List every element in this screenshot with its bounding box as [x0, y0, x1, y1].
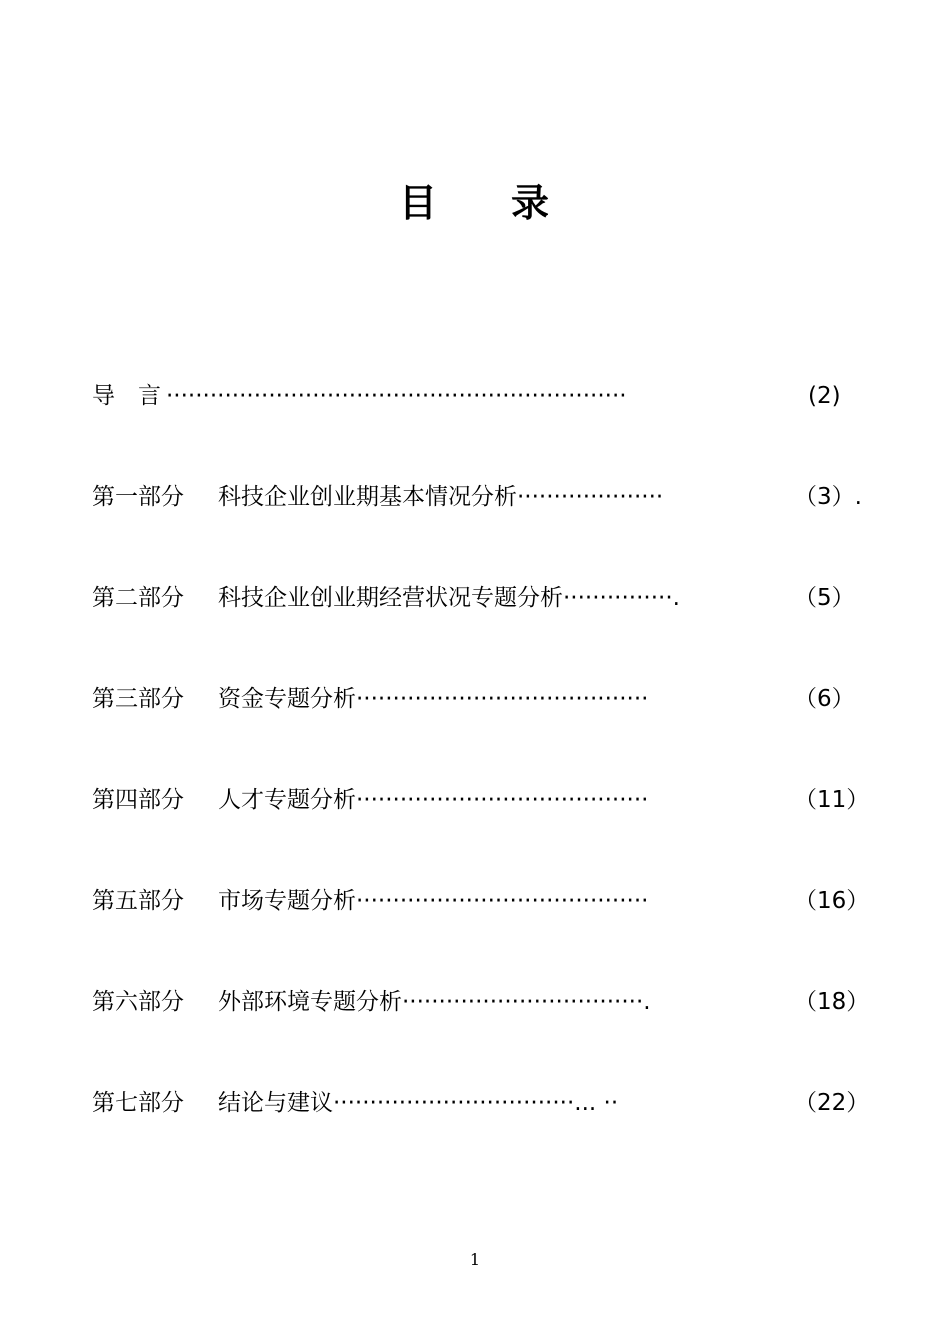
toc-leader: ·······························································	[166, 383, 627, 409]
toc-leader: ···············.	[563, 585, 680, 611]
toc-title: 科技企业创业期基本情况分析	[218, 484, 517, 510]
title-char-1: 目	[398, 181, 439, 225]
toc-entry-part-5[interactable]	[92, 886, 870, 916]
toc-part-label: 第三部分	[92, 686, 184, 712]
toc-title: 人才专题分析	[218, 787, 356, 813]
toc-entry-part-7[interactable]	[92, 1088, 870, 1118]
toc-part-label: 第五部分	[92, 888, 184, 914]
toc-leader: ·································... ··	[333, 1090, 619, 1116]
toc-part-label: 第一部分	[92, 484, 184, 510]
toc-entry-part-1[interactable]	[92, 482, 862, 512]
toc-page-number: （6）	[794, 686, 855, 712]
toc-leader: ········································	[356, 888, 649, 914]
toc-part-label: 第二部分	[92, 585, 184, 611]
toc-leader: ········································	[356, 787, 649, 813]
document-title	[0, 172, 950, 227]
toc-page-number: （5）	[794, 585, 855, 611]
toc-leader: ·································.	[402, 989, 651, 1015]
toc-part-label: 第六部分	[92, 989, 184, 1015]
toc-entry-part-6[interactable]	[92, 987, 870, 1017]
toc-leader: ····················	[517, 484, 664, 510]
toc-part-label: 第七部分	[92, 1090, 184, 1116]
page-number: 1	[469, 1250, 481, 1269]
toc-entry-intro[interactable]	[92, 381, 852, 411]
toc-entry-part-2[interactable]	[92, 583, 862, 613]
title-char-2: 录	[511, 181, 552, 225]
toc-leader: ········································	[356, 686, 649, 712]
toc-title: 外部环境专题分析	[218, 989, 402, 1015]
toc-page-number: （22）	[794, 1090, 870, 1116]
toc-title: 结论与建议	[218, 1090, 333, 1116]
toc-entry-part-4[interactable]	[92, 785, 870, 815]
toc-page-number: （16）	[794, 888, 870, 914]
toc-page-number: (2)	[808, 383, 841, 409]
toc-title: 资金专题分析	[218, 686, 356, 712]
toc-title: 科技企业创业期经营状况专题分析	[218, 585, 563, 611]
toc-part-label: 第四部分	[92, 787, 184, 813]
toc-entry-part-3[interactable]	[92, 684, 862, 714]
toc-part-label: 导 言	[92, 383, 161, 409]
toc-page-number: （18）	[794, 989, 870, 1015]
toc-page-number: （3）.	[794, 484, 862, 510]
toc-title: 市场专题分析	[218, 888, 356, 914]
toc-page-number: （11）	[794, 787, 870, 813]
